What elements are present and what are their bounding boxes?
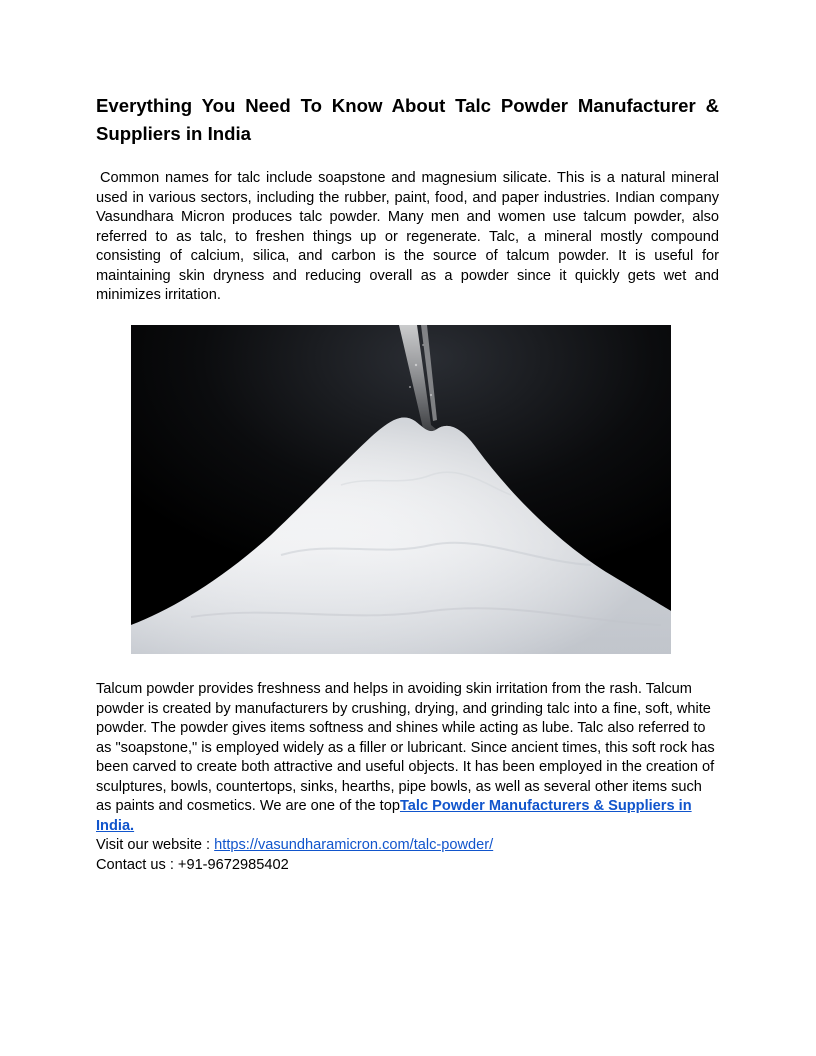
document-body <box>96 680 719 875</box>
talc-powder-image <box>131 325 671 654</box>
talc-powder-pile-illustration <box>131 325 671 654</box>
body-paragraph-text: Talcum powder provides freshness and helps in avoiding skin irritation from the rash. Talcum powder is created by manufacturers by crushing, drying, and grinding talc into a fine, soft, white powder. The powder gives items softness and shines while acting as lube. Talc also referred to as "soapstone," is employed widely as a filler or lubricant. Since ancient times, this soft rock has been carved to create both attractive and useful objects. It has been employed in the creation of sculptures, bowls, countertops, sinks, hearths, pipe bowls, as well as several other items such as paints and cosmetics. We are one of the top <box>96 681 715 814</box>
intro-paragraph <box>96 169 719 306</box>
talc-manufacturers-link[interactable]: Talc Powder Manufacturers & Suppliers in India. <box>96 798 692 834</box>
document-page <box>96 92 719 306</box>
document-title: Everything You Need To Know About Talc Powder Manufacturer & Suppliers in India <box>96 95 719 144</box>
website-url-link[interactable]: https://vasundharamicron.com/talc-powder/ <box>214 837 494 853</box>
website-label: Visit our website : <box>96 837 215 853</box>
website-line <box>96 836 719 856</box>
intro-paragraph-text: Common names for talc include soapstone and magnesium silicate. This is a natural mineral used in various sectors, including the rubber, paint, food, and paper industries. Indian company Vasundhara Micron produces talc powder. Many men and women use talcum powder, also referred to as talc, to freshen things up or regenerate. Talc, a mineral mostly compound consisting of calcium, silica, and carbon is the source of talcum powder. It is useful for maintaining skin dryness and reducing overall as a powder since it quickly gets wet and minimizes irritation. <box>96 170 719 303</box>
body-paragraph <box>96 680 719 836</box>
contact-line: Contact us : +91-9672985402 <box>96 856 289 873</box>
